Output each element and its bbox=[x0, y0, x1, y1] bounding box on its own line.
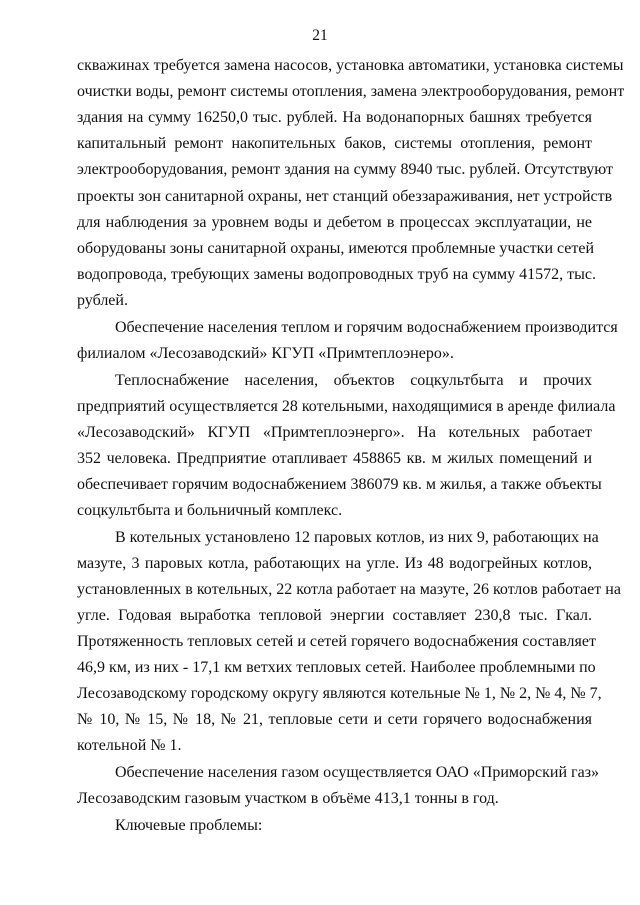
text-line: соцкультбыта и больничный комплекс. bbox=[77, 502, 343, 519]
text-line: угле. Годовая выработка тепловой энергии составляет 230,8 тыс. Гкал. bbox=[77, 607, 592, 624]
text-line: филиалом «Лесозаводский» КГУП «Примтеплоэнеро». bbox=[77, 345, 454, 362]
text-line: котельной № 1. bbox=[77, 737, 182, 754]
text-line: для наблюдения за уровнем воды и дебетом в процессах эксплуатации, не bbox=[77, 214, 592, 231]
text-line: очистки воды, ремонт системы отопления, замена электрооборудования, ремонт bbox=[77, 83, 625, 100]
text-line: Обеспечение населения теплом и горячим водоснабжением производится bbox=[115, 319, 618, 336]
text-line: 352 человека. Предприятие отапливает 458865 кв. м жилых помещений и bbox=[77, 450, 592, 467]
text-line: здания на сумму 16250,0 тыс. рублей. На водонапорных башнях требуется bbox=[77, 109, 592, 126]
text-line: проекты зон санитарной охраны, нет станций обеззараживания, нет устройств bbox=[77, 188, 613, 205]
text-line: «Лесозаводский» КГУП «Примтеплоэнерго». На котельных работает bbox=[77, 424, 592, 441]
text-line: капитальный ремонт накопительных баков, системы отопления, ремонт bbox=[77, 135, 592, 152]
page-number: 21 bbox=[312, 27, 328, 44]
text-line: оборудованы зоны санитарной охраны, имеются проблемные участки сетей bbox=[77, 240, 595, 257]
text-line: В котельных установлено 12 паровых котлов, из них 9, работающих на bbox=[115, 529, 599, 546]
text-line: 46,9 км, из них - 17,1 км ветхих тепловых сетей. Наиболее проблемными по bbox=[77, 659, 596, 676]
text-line: Лесозаводским газовым участком в объёме 413,1 тонны в год. bbox=[77, 790, 499, 807]
text-line: установленных в котельных, 22 котла работает на мазуте, 26 котлов работает на bbox=[77, 581, 621, 598]
text-line: предприятий осуществляется 28 котельными, находящимися в аренде филиала bbox=[77, 398, 616, 415]
text-line: Протяженность тепловых сетей и сетей горячего водоснабжения составляет bbox=[77, 633, 596, 650]
text-line: № 10, № 15, № 18, № 21, тепловые сети и сети горячего водоснабжения bbox=[77, 711, 592, 728]
text-line: Теплоснабжение населения, объектов соцкультбыта и прочих bbox=[115, 372, 592, 389]
text-line: водопровода, требующих замены водопроводных труб на сумму 41572, тыс. bbox=[77, 266, 596, 283]
text-line: мазуте, 3 паровых котла, работающих на угле. Из 48 водогрейных котлов, bbox=[77, 555, 592, 572]
text-line: Ключевые проблемы: bbox=[115, 817, 263, 834]
text-line: Обеспечение населения газом осуществляется ОАО «Приморский газ» bbox=[115, 764, 600, 781]
text-line: электрооборудования, ремонт здания на сумму 8940 тыс. рублей. Отсутствуют bbox=[77, 161, 614, 178]
text-line: обеспечивает горячим водоснабжением 386079 кв. м жилья, а также объекты bbox=[77, 476, 602, 493]
text-line: Лесозаводскому городскому округу являются котельные № 1, № 2, № 4, № 7, bbox=[77, 685, 602, 702]
text-line: скважинах требуется замена насосов, установка автоматики, установка системы bbox=[77, 57, 624, 74]
text-line: рублей. bbox=[77, 292, 128, 309]
